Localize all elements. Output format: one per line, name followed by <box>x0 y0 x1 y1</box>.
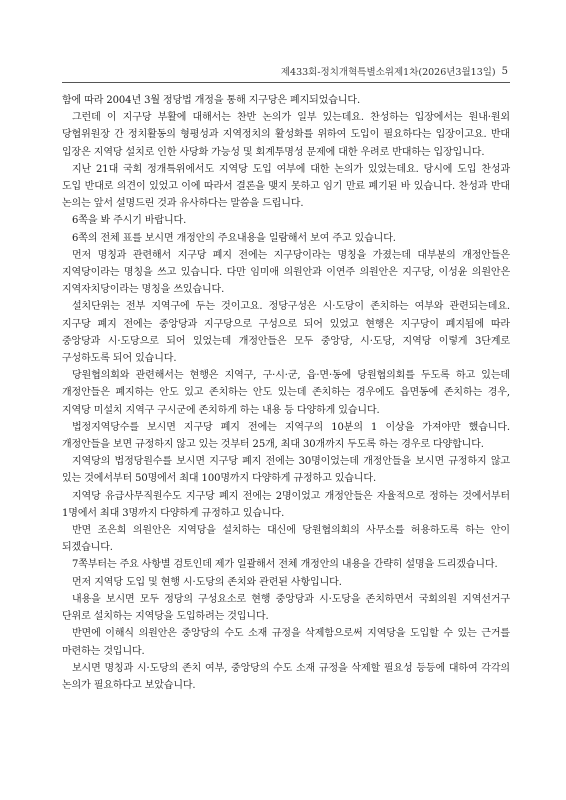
paragraph: 7쪽부터는 주요 사항별 검토인데 제가 일괄해서 전체 개정안의 내용을 간략히 설명을 드리겠습니다. <box>72 559 498 571</box>
paragraph: 보시면 명칭과 시·도당의 존치 여부, 중앙당의 수도 소재 규정을 삭제할 필요성 등등에 대하여 각각의 논의가 필요하다고 보았습니다. <box>62 662 510 691</box>
paragraph: 함에 따라 2004년 3월 정당법 개정을 통해 지구당은 폐지되었습니다. <box>62 95 361 106</box>
paragraph: 지난 21대 국회 정개특위에서도 지역당 도입 여부에 대한 논의가 있었는데요. 당시에 도입 찬성과 도입 반대로 의견이 있었고 이에 따라서 결론을 맺지 못하고 임기 만료 폐기된 바 있습니다. 찬성과 반대 논의는 앞서 설명드린 것과 유사하다는 말씀을 드립니다. <box>62 163 510 210</box>
paragraph: 지역당 유급사무직원수도 지구당 폐지 전에는 2명이었고 개정안들은 자율적으로 정하는 것에서부터 1명에서 최대 3명까지 다양하게 규정하고 있습니다. <box>62 490 510 519</box>
paragraph: 내용을 보시면 모두 정당의 구성요소로 현행 중앙당과 시·도당을 존치하면서 국회의원 지역선거구 단위로 설치하는 지역당을 도입하려는 것입니다. <box>62 593 510 623</box>
paragraph: 먼저 명칭과 관련해서 지구당 폐지 전에는 지구당이라는 명칭을 가졌는데 대부분의 개정안들은 지역당이라는 명칭을 쓰고 있습니다. 다만 임미애 의원안과 이연주 의원안은 지구당, 이성윤 의원안은 지역자치당이라는 명칭을 쓰있습니다. <box>62 249 510 296</box>
paragraph: 6쪽을 봐 주시기 바랍니다. <box>72 215 187 227</box>
paragraph: 지역당의 법정당원수를 보시면 지구당 폐지 전에는 30명이었는데 개정안들을 보시면 규정하지 않고 있는 것에서부터 50명에서 최대 100명까지 다양하게 규정하고 있습니다. <box>62 456 510 485</box>
paragraph: 설치단위는 전부 지역구에 두는 것이고요. 정당구성은 시·도당이 존치하는 여부와 관련되는데요. 지구당 폐지 전에는 중앙당과 지구당으로 구성으로 되어 있었고 현행은 지구당이 폐지됨에 따라 중앙당과 시·도당으로 되어 있었는데 개정안들은 모두 중앙당, 시·도당, 지역당 이렇게 3단계로 구성하도록 되어 있습니다. <box>62 301 510 365</box>
header-title: 제433회-정치개혁특별소위제1차(2026년3월13일) <box>280 67 496 78</box>
paragraph: 그런데 이 지구당 부활에 대해서는 찬반 논의가 일부 있는데요. 찬성하는 입장에서는 원내·원외 당협위원장 간 정치활동의 형평성과 지역정치의 활성화를 위하여 도입이 필요하다는 입장이고요. 반대 입장은 지역당 설치로 인한 사당화 가능성 및 회계투명성 문제에 대한 우려로 반대하는 입장입니다. <box>62 112 510 158</box>
page-number: 5 <box>501 65 508 77</box>
document-body <box>62 92 510 694</box>
paragraph: 반면 조은희 의원안은 지역당을 설치하는 대신에 당원협의회의 사무소를 허용하도록 하는 안이 되겠습니다. <box>62 525 510 554</box>
page-header <box>64 64 508 78</box>
paragraph: 반면에 이해식 의원안은 중앙당의 수도 소재 규정을 삭제함으로써 지역당을 도입할 수 있는 근거를 마련하는 것입니다. <box>62 628 510 657</box>
paragraph: 법정지역당수를 보시면 지구당 폐지 전에는 지역구의 10분의 1 이상을 가져야만 했습니다. 개정안들을 보면 규정하지 않고 있는 것부터 25개, 최대 30개까지 두도록 하는 경우로 다양합니다. <box>62 421 510 451</box>
paragraph: 당원협의회와 관련해서는 현행은 지역구, 구·시·군, 읍·면·동에 당원협의회를 두도록 하고 있는데 개정안들은 폐지하는 안도 있고 존치하는 안도 있는데 존치하는 경우에도 읍면동에 존치하는 경우, 지역당 미설치 지역구 구시군에 존치하게 하는 내용 등 다양하게 있습니다. <box>62 370 510 416</box>
paragraph: 6쪽의 전체 표를 보시면 개정안의 주요내용을 일람해서 보여 주고 있습니다. <box>72 232 396 244</box>
header-divider <box>62 82 510 83</box>
paragraph: 먼저 지역당 도입 및 현행 시·도당의 존치와 관련된 사항입니다. <box>72 576 342 588</box>
